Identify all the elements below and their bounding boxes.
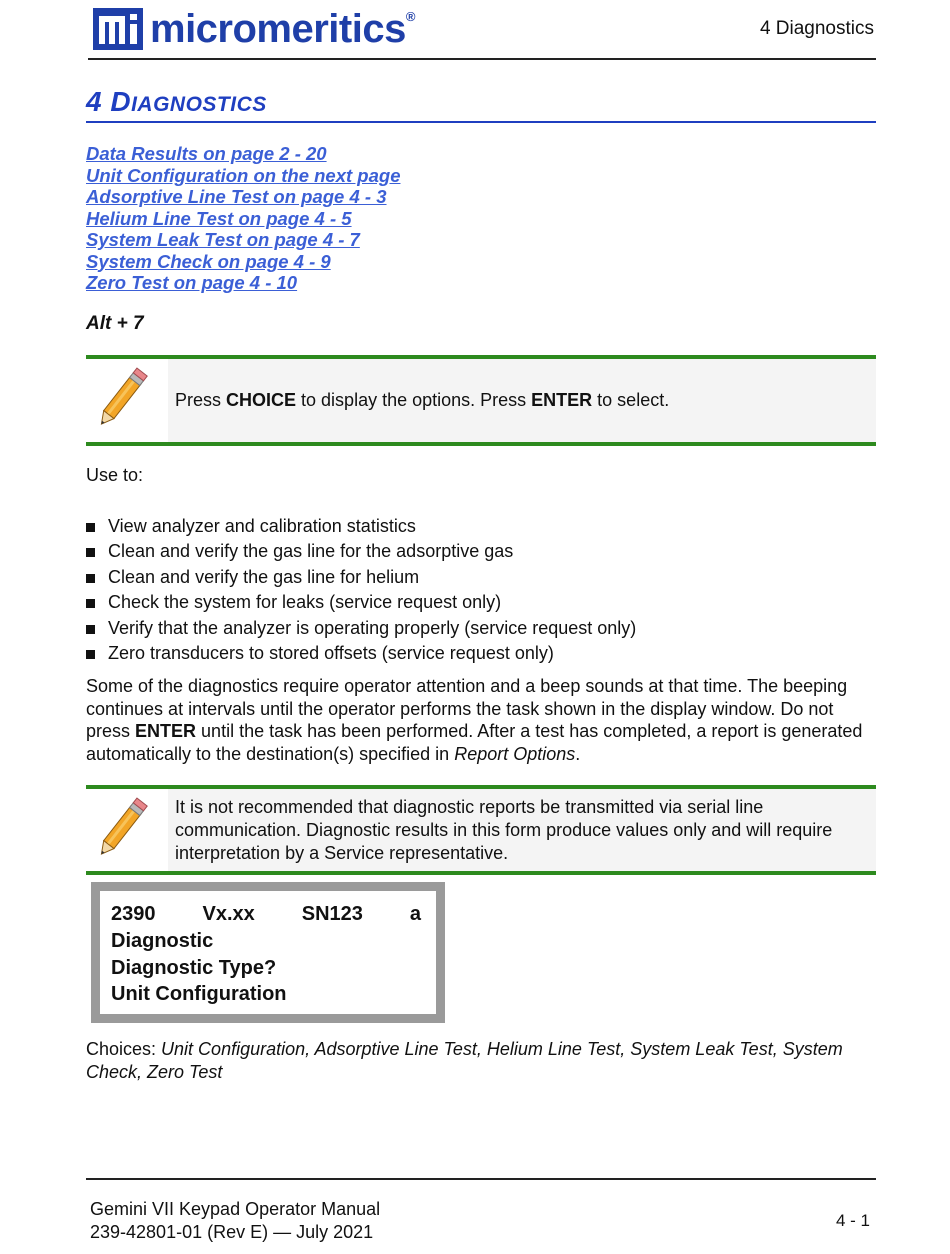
header-divider <box>88 58 876 60</box>
bullet-icon <box>86 599 95 608</box>
note-icon-cell <box>86 789 168 871</box>
note-text: It is not recommended that diagnostic reports be transmitted via serial line communication. Diagnostic results in this form produce values only and will require interpretation by a Service representative. <box>168 789 876 871</box>
keypad-display <box>91 882 445 1023</box>
list-item: View analyzer and calibration statistics <box>86 514 636 539</box>
link-adsorptive-line-test[interactable]: Adsorptive Line Test on page 4 - 3 <box>86 186 387 207</box>
list-item: Zero transducers to stored offsets (service request only) <box>86 641 636 666</box>
note-text: Press CHOICE to display the options. Press ENTER to select. <box>168 359 876 442</box>
display-line-4: Unit Configuration <box>111 983 287 1005</box>
display-line-1: 2390 Vx.xx SN123 a <box>111 903 421 925</box>
link-unit-configuration[interactable]: Unit Configuration on the next page <box>86 164 401 186</box>
list-item: Clean and verify the gas line for helium <box>86 565 636 590</box>
micromeritics-logo-icon <box>92 7 144 51</box>
logo-wordmark: micromeritics® <box>150 7 415 51</box>
page-number: 4 - 1 <box>835 1211 870 1230</box>
footer-manual-info <box>90 1198 380 1244</box>
pencil-icon <box>92 363 156 429</box>
display-line-2: Diagnostic <box>111 930 214 952</box>
list-item: Check the system for leaks (service request only) <box>86 590 636 615</box>
chapter-title: 4 DIAGNOSTICS <box>86 86 267 117</box>
bullet-icon <box>86 523 95 532</box>
list-item: Clean and verify the gas line for the adsorptive gas <box>86 539 636 564</box>
keyboard-shortcut: Alt + 7 <box>86 313 144 334</box>
display-line-3: Diagnostic Type? <box>111 957 277 979</box>
footer-manual-title: Gemini VII Keypad Operator Manual <box>90 1199 381 1219</box>
pencil-icon <box>92 793 156 859</box>
bullet-icon <box>86 574 95 583</box>
bullet-icon <box>86 548 95 557</box>
note-box-choice <box>86 355 876 446</box>
link-helium-line-test[interactable]: Helium Line Test on page 4 - 5 <box>86 207 352 229</box>
diagnostics-description: Some of the diagnostics require operator attention and a beep sounds at that time. The beeping continues at intervals until the operator performs the task shown in the display window. Do not press ENTER until the task has been performed. After a test has completed, a report is generated automatically to the destination(s) specified in Report Options. <box>86 676 863 765</box>
footer-divider <box>86 1178 876 1180</box>
link-system-leak-test[interactable]: System Leak Test on page 4 - 7 <box>86 229 360 250</box>
chapter-divider <box>86 121 876 123</box>
link-zero-test[interactable]: Zero Test on page 4 - 10 <box>86 272 298 293</box>
link-system-check[interactable]: System Check on page 4 - 9 <box>86 250 331 272</box>
bullet-icon <box>86 650 95 659</box>
footer-doc-number: 239-42801-01 (Rev E) — July 2021 <box>90 1222 374 1242</box>
choices-text: Choices: Unit Configuration, Adsorptive Line Test, Helium Line Test, System Leak Test, System Check, Zero Test <box>86 1039 843 1082</box>
note-icon-cell <box>86 359 168 442</box>
note-box-serial <box>86 785 876 875</box>
header-section-title: 4 Diagnostics <box>759 18 874 39</box>
bullet-icon <box>86 625 95 634</box>
list-item: Verify that the analyzer is operating properly (service request only) <box>86 616 636 641</box>
use-list <box>86 514 636 666</box>
use-to-label: Use to: <box>86 465 144 485</box>
topic-links <box>86 143 400 294</box>
link-data-results[interactable]: Data Results on page 2 - 20 <box>86 143 327 164</box>
micromeritics-logo <box>92 6 415 52</box>
